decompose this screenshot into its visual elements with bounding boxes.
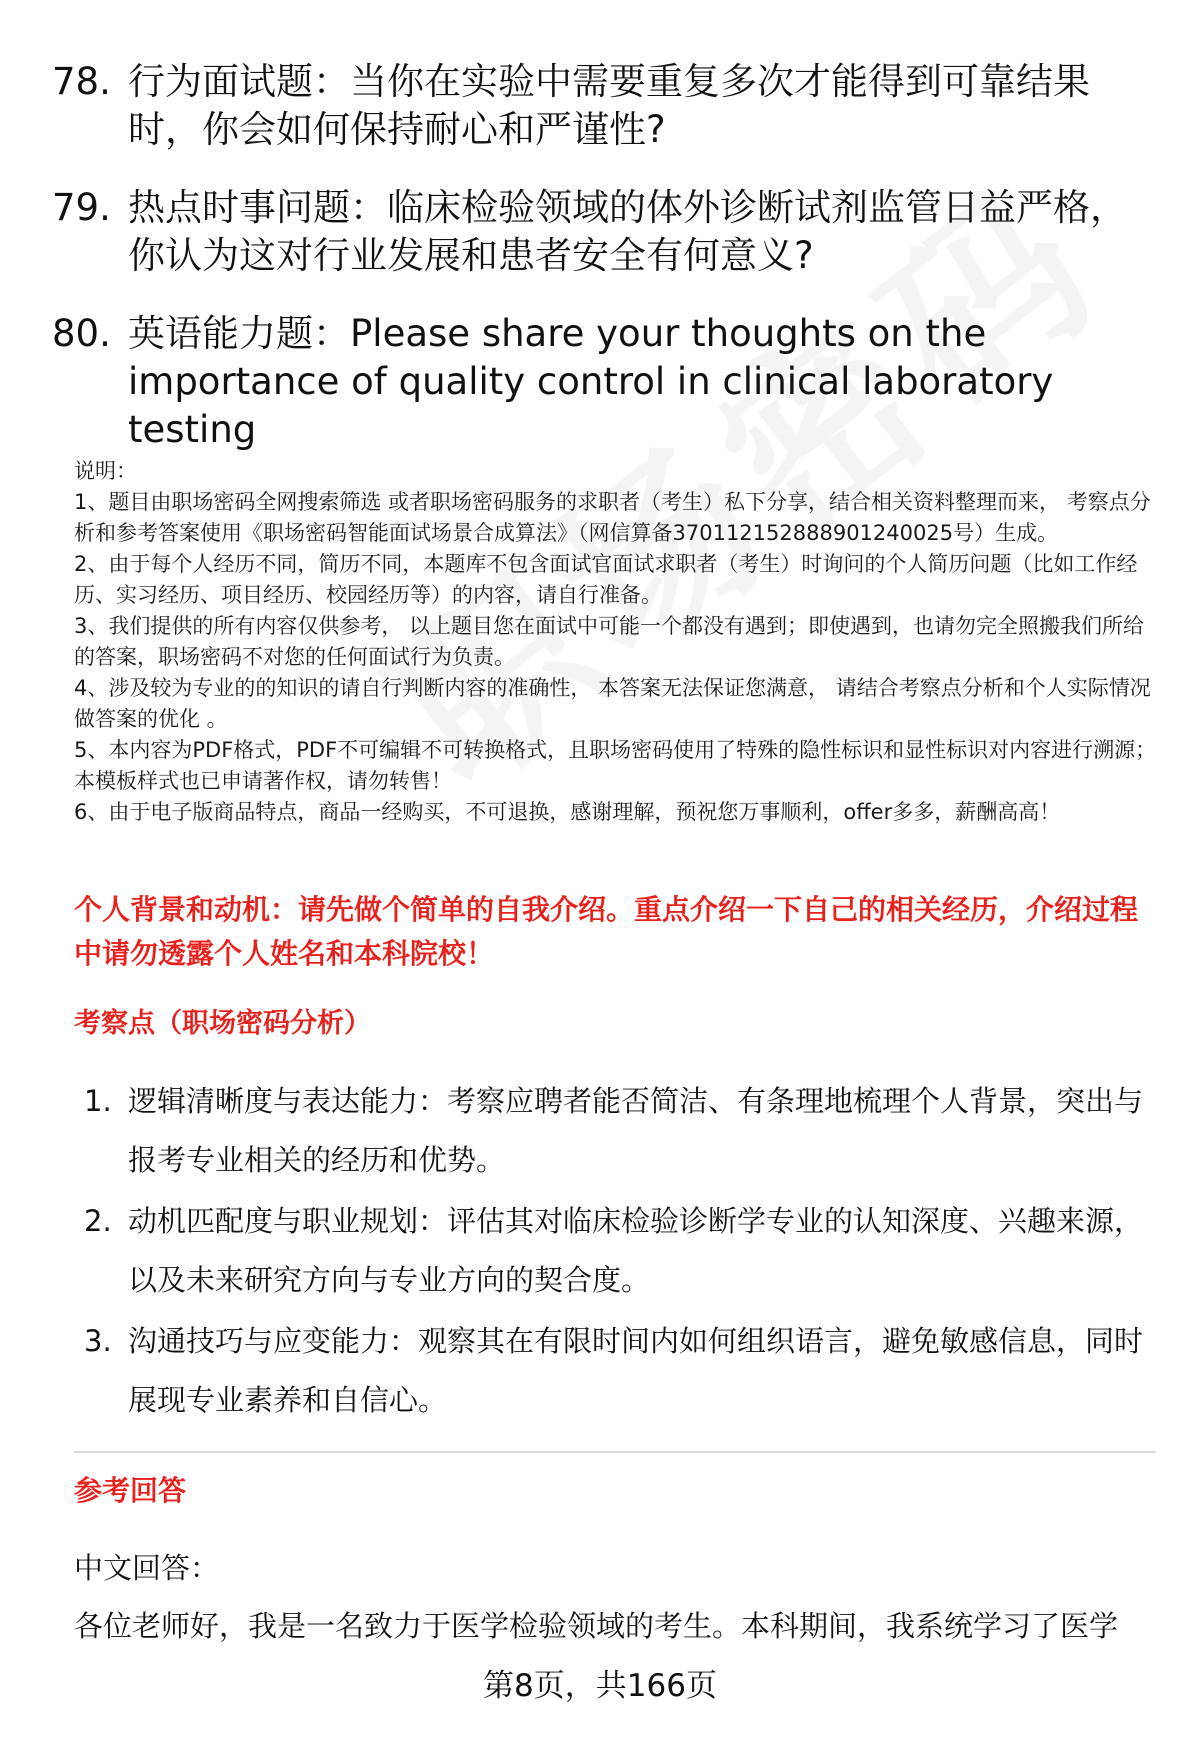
question-text: 行为面试题：当你在实验中需要重复多次才能得到可靠结果时，你会如何保持耐心和严谨性? <box>128 60 1090 151</box>
point-text: 逻辑清晰度与表达能力：考察应聘者能否简洁、有条理地梳理个人背景，突出与报考专业相关的经历和优势。 <box>128 1084 1144 1177</box>
point-number: 1. <box>84 1084 112 1118</box>
question-item <box>52 310 1152 454</box>
note-item: 3、我们提供的所有内容仅供参考， 以上题目您在面试中可能一个都没有遇到；即使遇到，也请勿完全照搬我们所给的答案，职场密码不对您的任何面试行为负责。 <box>74 614 1145 669</box>
point-item <box>84 1192 1154 1310</box>
note-item: 2、由于每个人经历不同，简历不同，本题库不包含面试官面试求职者（考生）时询问的个人简历问题（比如工作经历、实习经历、项目经历、校园经历等）的内容，请自行准备。 <box>74 552 1138 607</box>
question-text: 英语能力题：Please share your thoughts on the importance of quality control in clinical laboratory testing <box>128 312 1054 451</box>
note-item: 1、题目由职场密码全网搜索筛选 或者职场密码服务的求职者（考生）私下分享，结合相关资料整理而来， 考察点分析和参考答案使用《职场密码智能面试场景合成算法》（网信算备370112152888901240025号）生成。 <box>74 490 1151 545</box>
note-item: 5、本内容为PDF格式，PDF不可编辑不可转换格式，且职场密码使用了特殊的隐性标识和显性标识对内容进行溯源；本模板样式也已申请著作权，请勿转售！ <box>74 738 1157 793</box>
answer-title: 参考回答 <box>74 1474 187 1507</box>
point-text: 沟通技巧与应变能力：观察其在有限时间内如何组织语言，避免敏感信息，同时展现专业素养和自信心。 <box>128 1324 1144 1417</box>
point-item <box>84 1312 1154 1430</box>
notes-title: 说明： <box>74 459 137 483</box>
answer-text: 各位老师好，我是一名致力于医学检验领域的考生。本科期间，我系统学习了医学 <box>74 1609 1119 1643</box>
question-number: 78. <box>52 60 111 103</box>
note-item: 4、涉及较为专业的的知识的请自行判断内容的准确性， 本答案无法保证您满意， 请结合考察点分析和个人实际情况做答案的优化 。 <box>74 676 1151 731</box>
question-text: 热点时事问题：临床检验领域的体外诊断试剂监管日益严格，你认为这对行业发展和患者安全有何意义? <box>128 186 1127 277</box>
point-number: 3. <box>84 1324 112 1358</box>
points-title: 考察点（职场密码分析） <box>74 1008 371 1039</box>
section-divider <box>74 1451 1156 1453</box>
answer-label: 中文回答： <box>74 1551 220 1585</box>
question-item <box>52 184 1152 280</box>
point-text: 动机匹配度与职业规划：评估其对临床检验诊断学专业的认知深度、兴趣来源，以及未来研究方向与专业方向的契合度。 <box>128 1204 1144 1297</box>
question-number: 80. <box>52 312 111 355</box>
note-item: 6、由于电子版商品特点，商品一经购买，不可退换，感谢理解，预祝您万事顺利，offer多多，薪酬高高！ <box>74 800 1061 824</box>
intro-question-heading: 个人背景和动机：请先做个简单的自我介绍。重点介绍一下自己的相关经历，介绍过程中请勿透露个人姓名和本科院校！ <box>74 893 1139 970</box>
notes-section <box>74 456 1158 828</box>
points-list <box>84 1072 1154 1432</box>
page-footer: 第8页，共166页 <box>483 1668 717 1704</box>
question-item <box>52 58 1152 154</box>
point-number: 2. <box>84 1204 112 1238</box>
point-item <box>84 1072 1154 1190</box>
question-number: 79. <box>52 186 111 229</box>
question-list <box>52 58 1152 484</box>
